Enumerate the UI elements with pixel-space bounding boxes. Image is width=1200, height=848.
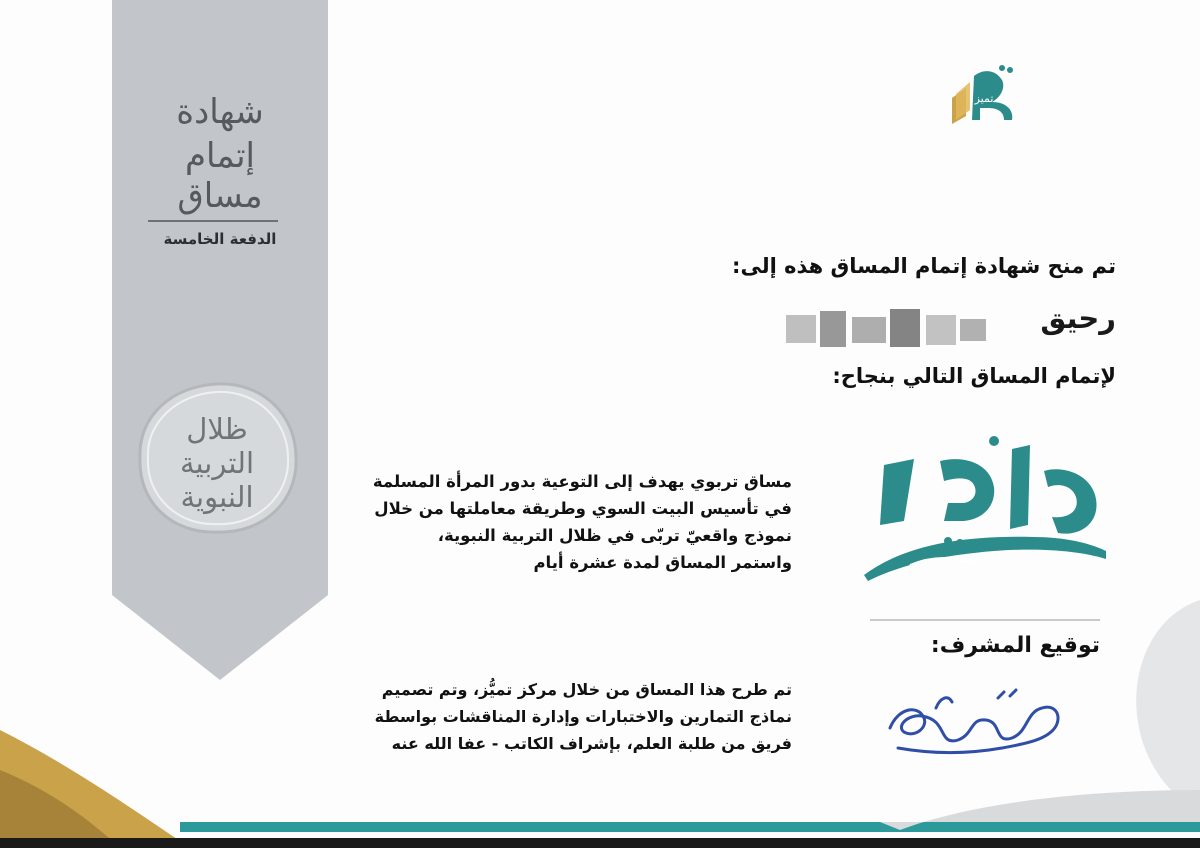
recipient-name: رحيق	[1040, 301, 1116, 335]
description-line: واستمر المساق لمدة عشرة أيام	[533, 553, 792, 572]
completion-text: لإتمام المساق التالي بنجاح:	[832, 364, 1116, 388]
seal-text-line-1: ظلال	[186, 412, 248, 446]
description-line: نموذج واقعيّ تربّى في ظلال التربية النبوية،	[437, 526, 792, 545]
course-calligraphy-logo	[844, 425, 1114, 590]
description-line: مساق تربوي يهدف إلى التوعية بدور المرأة المسلمة	[372, 472, 792, 491]
logo-lettering: تميز	[974, 92, 994, 105]
title-line-3: مساق	[177, 176, 263, 216]
supervisor-signature	[878, 668, 1068, 768]
redacted-name	[780, 305, 1000, 353]
batch-label: الدفعة الخامسة	[163, 230, 277, 248]
title-line-2: إتمام	[185, 136, 255, 176]
signature-divider	[870, 619, 1100, 621]
seal-text-line-2: التربية	[179, 446, 254, 480]
seal-text-line-3: النبوية	[180, 480, 254, 514]
supervisor-label: توقيع المشرف:	[930, 633, 1100, 658]
brand-logo	[944, 58, 1024, 128]
note-line: فريق من طلبة العلم، بإشراف الكاتب - عفا الله عنه	[391, 734, 792, 753]
note-line: نماذج التمارين والاختبارات وإدارة المناقشات بواسطة	[374, 707, 792, 726]
title-divider	[148, 220, 278, 222]
description-line: في تأسيس البيت السوي وطريقة معاملتها من خلال	[374, 499, 792, 518]
course-note	[332, 676, 792, 757]
note-line: تم طرح هذا المساق من خلال مركز تميُّز، وتم تصميم	[381, 680, 792, 699]
title-line-1: شهادة	[176, 92, 264, 132]
awarded-to-text: تم منح شهادة إتمام المساق هذه إلى:	[732, 254, 1116, 278]
course-description	[372, 468, 792, 576]
